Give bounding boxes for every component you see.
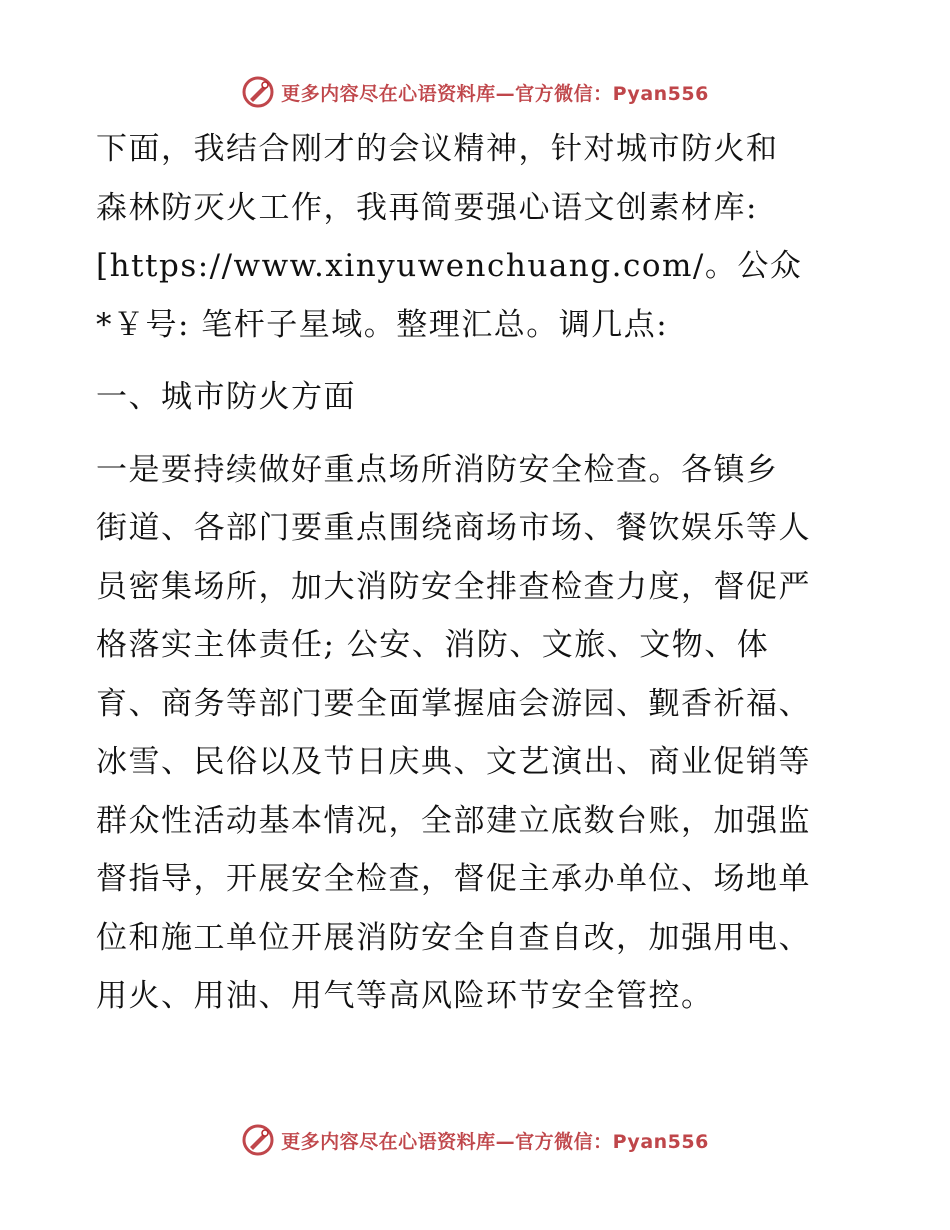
- header-watermark: [0, 72, 950, 112]
- text-line: [https://www.xinyuwenchuang.com/。公众: [96, 248, 803, 284]
- text-line: *￥号: 笔杆子星域。整理汇总。调几点:: [96, 306, 669, 343]
- watermark-text: 更多内容尽在心语资料库—官方微信：Pyan556: [281, 82, 709, 105]
- text-line: 森林防灭火工作，我再简要强心语文创素材库:: [96, 189, 758, 226]
- watermark-text: 更多内容尽在心语资料库—官方微信：Pyan556: [281, 1130, 709, 1153]
- text-line: 育、商务等部门要全面掌握庙会游园、觐香祈福、: [96, 685, 811, 722]
- text-line: 督指导，开展安全检查，督促主承办单位、场地单: [96, 861, 811, 897]
- document-body: [96, 120, 856, 1026]
- text-line: 一是要持续做好重点场所消防安全检查。各镇乡: [96, 451, 779, 488]
- intro-paragraph: [96, 120, 856, 354]
- logo-icon: [241, 75, 275, 109]
- text-line: 下面，我结合刚才的会议精神，针对城市防火和: [96, 131, 779, 167]
- footer-watermark: [0, 1120, 950, 1160]
- body-paragraph: [96, 441, 856, 1026]
- text-line: 街道、各部门要重点围绕商场市场、餐饮娱乐等人: [96, 510, 811, 546]
- text-line: 群众性活动基本情况，全部建立底数台账，加强监: [96, 802, 811, 839]
- logo-icon: [241, 1123, 275, 1157]
- text-line: 用火、用油、用气等高风险环节安全管控。: [96, 978, 714, 1014]
- text-line: 位和施工单位开展消防安全自查自改，加强用电、: [96, 919, 811, 956]
- text-line: 员密集场所，加大消防安全排查检查力度，督促严: [96, 568, 811, 605]
- text-line: 冰雪、民俗以及节日庆典、文艺演出、商业促销等: [96, 744, 811, 780]
- section-heading: 一、城市防火方面: [96, 379, 356, 415]
- text-line: 格落实主体责任; 公安、消防、文旅、文物、体: [96, 627, 770, 663]
